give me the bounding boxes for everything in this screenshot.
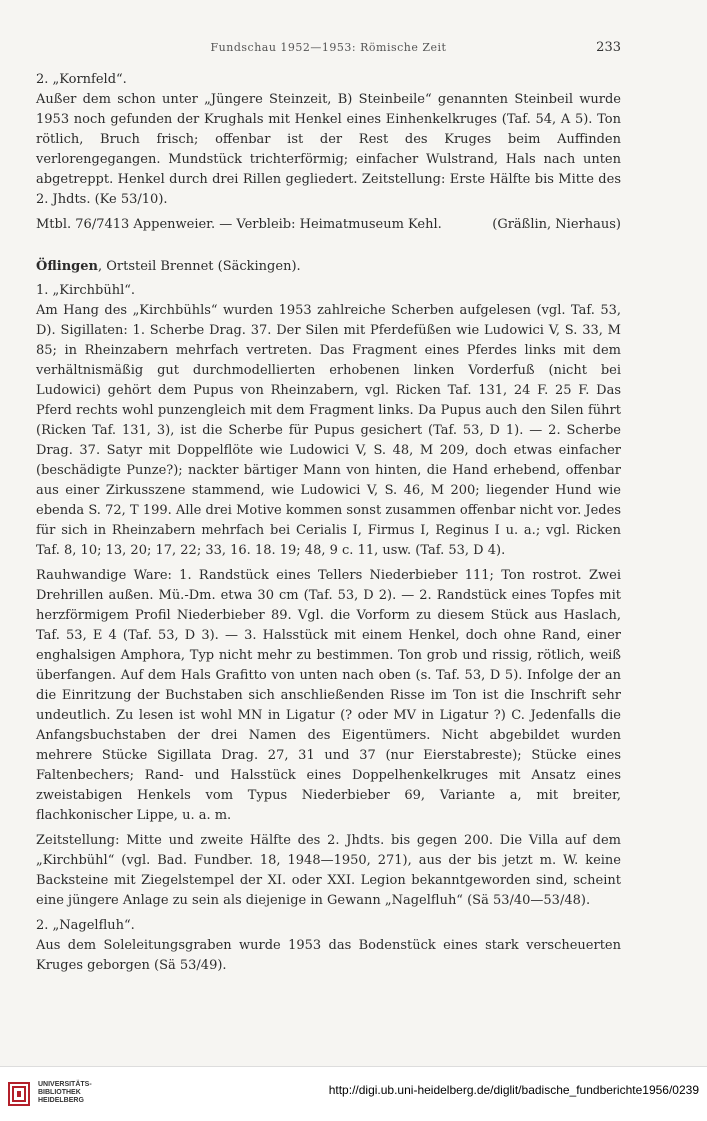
running-title: Fundschau 1952—1953: Römische Zeit xyxy=(210,41,447,54)
library-name-line-2: BIBLIOTHEK xyxy=(38,1089,81,1096)
page-number: 233 xyxy=(596,40,621,55)
running-head xyxy=(36,38,621,58)
paragraph-rauhwandige-ware: Rauhwandige Ware: 1. Randstück eines Tellers Niederbieber 111; Ton rostrot. Zwei Drehrillen außen. Mü.-Dm. etwa 30 cm (Taf. 53, D 2). — 2. Randstück eines Topfes mit herzförmigem Profil Niederbieber 89. Vgl. die Vorform zu diesem Stück aus Haslach, Taf. 53, E 4 (Taf. 53, D 3). — 3. Halsstück mit einem Henkel, doch ohne Rand, einer enghalsigen Amphora, Typ nicht mehr zu bestimmen. Ton grob und rissig, rötlich, weiß überfangen. Auf dem Hals Grafitto von unten nach oben (s. Taf. 53, D 5). Infolge der an die Einritzung der Buchstaben sich anschließenden Risse im Ton ist die Inschrift sehr undeutlich. Zu lesen ist wohl MN in Ligatur (? oder MV in Ligatur ?) C. Jedenfalls die Anfangsbuchstaben der drei Namen des Eigentümers. Nicht abgebildet wurden mehrere Stücke Sigillata Drag. 27, 31 und 37 (nur Eierstabreste); Stücke eines Faltenbechers; Rand- und Halsstück eines Doppelhenkelkruges mit Ansatz eines zweistabigen Henkels vom Typus Niederbieber 69, Variante a, mit breiter, flachkonischer Lippe, u. a. m. xyxy=(36,568,621,823)
paragraph-sigillaten: Am Hang des „Kirchbühls“ wurden 1953 zahlreiche Scherben aufgelesen (vgl. Taf. 53, D). Sigillaten: 1. Scherbe Drag. 37. Der Silen mit Pferdefüßen wie Ludowici V, S. 33, M 85; in Rheinzabern mehrfach vertreten. Das Fragment eines Pferdes links mit dem verhältnismäßig gut durchmodellierten erhobenen linken Vorderfuß (nicht bei Ludowici) gehört dem Pupus von Rheinzabern, vgl. Ricken Taf. 131, 24 F. 25 F. Das Pferd rechts wohl punzengleich mit dem Fragment links. Da Pupus auch den Silen führt (Ricken Taf. 131, 3), ist die Scherbe für Pupus gesichert (Taf. 53, D 1). — 2. Scherbe Drag. 37. Satyr mit Doppelflöte wie Ludowici V, S. 48, M 209, doch etwas einfacher (beschädigte Punze?); nackter bärtiger Mann von hinten, die Hand erhebend, offenbar aus einer Zirkusszene stammend, wie Ludowici V, S. 46, M 200; liegender Hund wie ebenda S. 72, T 199. Alle drei Motive kommen sonst zusammen offenbar nicht vor. Jedes für sich in Rheinzabern mehrfach bei Cerialis I, Firmus I, Reginus I u. a.; vgl. Ricken Taf. 8, 10; 13, 20; 17, 22; 33, 16. 18. 19; 48, 9 c. 11, usw. (Taf. 53, D 4). xyxy=(36,303,621,558)
place-detail: , Ortsteil Brennet (Säckingen). xyxy=(97,259,301,274)
section-kornfeld-reference: Mtbl. 76/7413 Appenweier. — Verbleib: Heimatmuseum Kehl. xyxy=(36,217,442,232)
library-name-line-1: UNIVERSITÄTS- xyxy=(38,1081,92,1088)
section-oeflingen-heading xyxy=(36,257,621,277)
university-library-logo-icon xyxy=(8,1081,30,1107)
permalink-url[interactable]: http://digi.ub.uni-heidelberg.de/diglit/badische_fundberichte1956/0239 xyxy=(328,1083,699,1097)
section-kornfeld-reference-line xyxy=(36,215,621,235)
paragraph-zeitstellung: Zeitstellung: Mitte und zweite Hälfte des 2. Jhdts. bis gegen 200. Die Villa auf dem „Kirchbühl“ (vgl. Bad. Fundber. 18, 1948—1950, 271), aus der bis jetzt m. W. keine Backsteine mit Ziegelstempel der XI. oder XXI. Legion bekanntgeworden sind, scheint eine jüngere Anlage zu sein als diejenige in Gewann „Nagelfluh“ (Sä 53/40—53/48). xyxy=(36,833,621,908)
item-kirchbuehl-title: 1. „Kirchbühl“. xyxy=(36,283,136,298)
item-nagelfluh-title: 2. „Nagelfluh“. xyxy=(36,918,135,933)
digitization-footer xyxy=(0,1066,707,1121)
section-kornfeld-title: 2. „Kornfeld“. xyxy=(36,72,127,87)
library-name-line-3: HEIDELBERG xyxy=(38,1097,84,1104)
paragraph-nagelfluh: Aus dem Soleleitungsgraben wurde 1953 das Bodenstück eines stark verscheuerten Kruges geborgen (Sä 53/49). xyxy=(36,938,621,973)
section-kornfeld-authors: (Gräßlin, Nierhaus) xyxy=(492,217,621,232)
library-name xyxy=(38,1081,92,1105)
section-kornfeld-body: Außer dem schon unter „Jüngere Steinzeit, B) Steinbeile“ genannten Steinbeil wurde 1953 noch gefunden der Krughals mit Henkel eines Einhenkelkruges (Taf. 54, A 5). Ton rötlich, Bruch frisch; offenbar ist der Rest des Kruges beim Auffinden verlorengegangen. Mundstück trichterförmig; einfacher Wulstrand, Hals nach unten abgetreppt. Henkel durch drei Rillen gegliedert. Zeitstellung: Erste Hälfte bis Mitte des 2. Jhdts. (Ke 53/10). xyxy=(36,92,621,207)
main-text xyxy=(36,66,621,981)
place-name: Öflingen xyxy=(36,259,98,274)
